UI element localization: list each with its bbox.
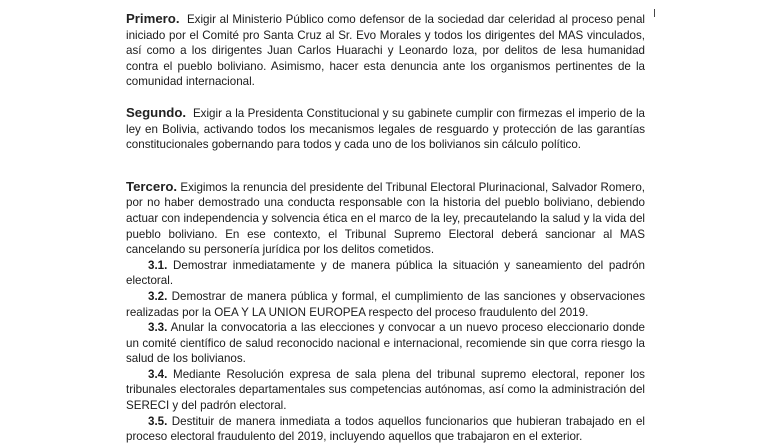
subitem-3-4 [126,367,645,414]
document-body [126,11,645,445]
subitem-text: Anular la convocatoria a las elecciones y convocar a un nuevo proceso eleccionario donde un comité científico de salud reconocido nacional e internacional, recomiende sin que corra riesgo la salud de los bolivianos. [126,321,645,366]
subitem-text: Demostrar inmediatamente y de manera pública la situación y saneamiento del padrón electoral. [126,258,645,288]
subitem-text: Demostrar de manera pública y formal, el cumplimiento de las sanciones y observaciones realizadas por la OEA Y LA UNION EUROPEA respecto del proceso fraudulento del 2019. [126,289,645,319]
subitem-text: Destituir de manera inmediata a todos aquellos funcionarios que hubieran trabajado en el proceso electoral fraudulento del 2019, incluyendo aquellos que trabajaron en el exterior. [126,414,645,444]
subitem-number: 3.4. [148,367,168,381]
paragraph-text: Exigir al Ministerio Público como defensor de la sociedad dar celeridad al proceso penal iniciado por el Comité pro Santa Cruz al Sr. Evo Morales y todos los dirigentes del MAS vinculados, así como a los dirigentes Juan Carlos Huarachi y Leonardo loza, por delitos de lesa humanidad contra el pueblo boliviano. Asimismo, hacer esta denuncia ante los organismos pertinentes de la comunidad internacional. [126,13,645,89]
subitem-3-2 [126,289,645,320]
subitem-3-1 [126,258,645,289]
paragraph-text: Exigir a la Presidenta Constitucional y su gabinete cumplir con firmezas el imperio de la ley en Bolivia, activando todos los mecanismos legales de resguardo y protección de las garantías constitucionales gobernando para todos y cada uno de los bolivianos sin cálculo político. [126,106,645,152]
subitem-3-3 [126,320,645,367]
paragraph-text: Exigimos la renuncia del presidente del Tribunal Electoral Plurinacional, Salvador Romero, por no haber demostrado una conducta responsable con la historia del pueblo boliviano, debiendo actuar con independencia y solvencia ética en el marco de la ley, precautelando la salud y la vida del pueblo boliviano. En ese contexto, el Tribunal Supremo Electoral deberá sancionar al MAS cancelando su personería jurídica por los delitos cometidos. [126,180,645,257]
paragraph-segundo [126,105,645,153]
subitem-3-5 [126,414,645,445]
subitem-number: 3.3. [148,321,168,335]
subitem-number: 3.1. [148,258,168,272]
paragraph-lead: Segundo. [126,104,187,120]
paragraph-lead: Primero. [126,11,180,26]
paragraph-tercero [126,179,645,258]
paragraph-primero [126,11,645,90]
subitem-text: Mediante Resolución expresa de sala plena del tribunal supremo electoral, reponer los tribunales electorales departamentales sus competencias autónomas, así como la administración del SERECI y del padrón electoral. [126,367,645,413]
page-edge-mark [654,9,655,17]
subitem-number: 3.2. [148,289,168,303]
paragraph-lead: Tercero. [126,178,178,194]
subitem-number: 3.5. [148,414,168,428]
